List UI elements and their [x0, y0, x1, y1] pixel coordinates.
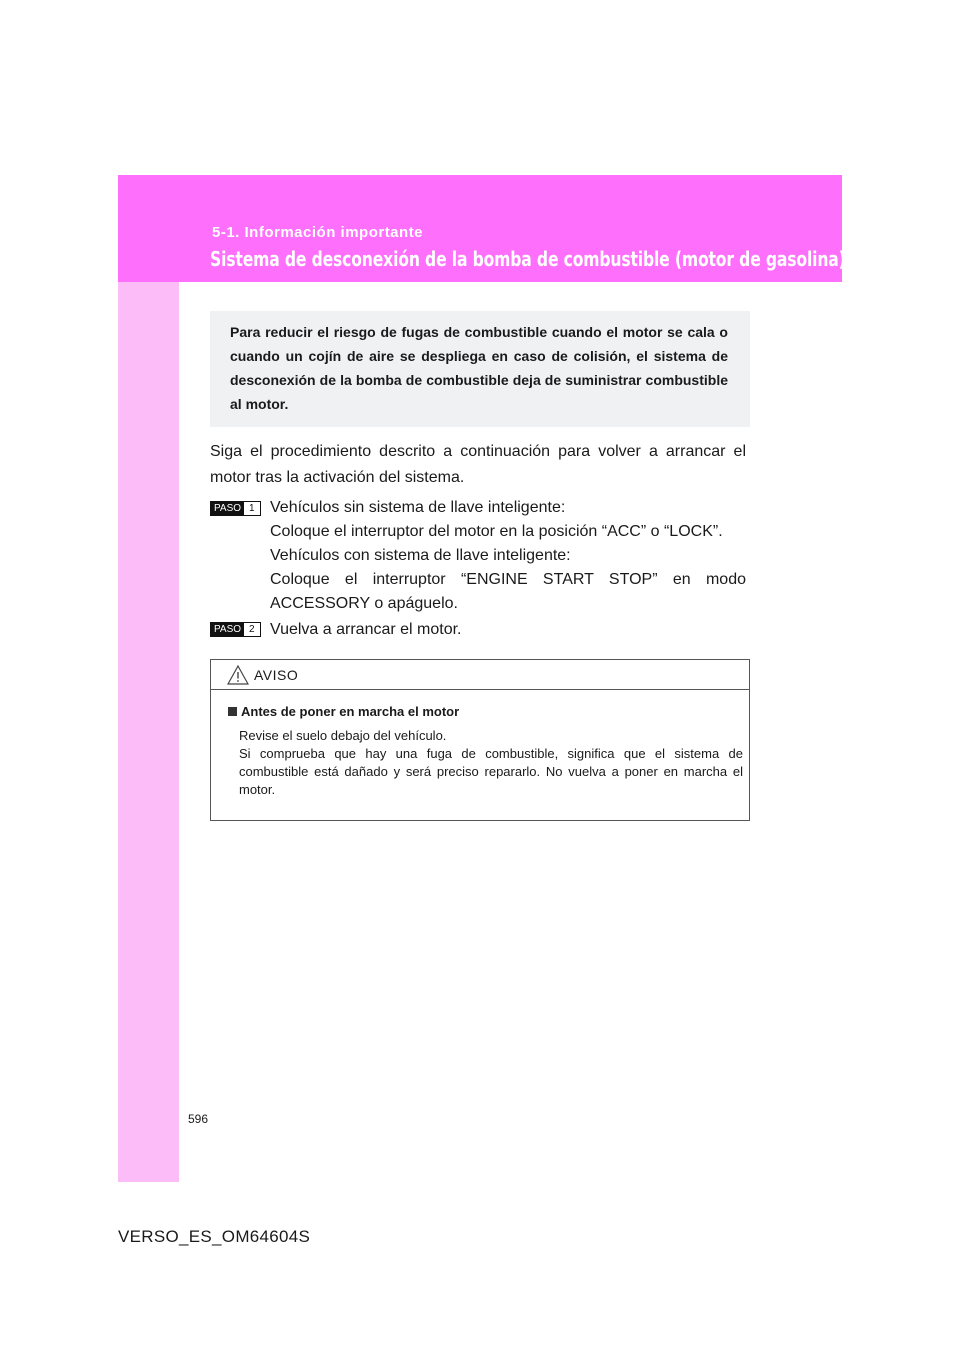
warning-header	[211, 660, 749, 690]
step-badge-1	[210, 501, 261, 516]
warning-text	[239, 727, 743, 799]
step-badge-label: PASO	[211, 502, 244, 515]
warning-triangle-icon	[227, 665, 249, 685]
warning-label: AVISO	[254, 667, 299, 683]
step-line: Coloque el interruptor del motor en la posición “ACC” o “LOCK”.	[270, 523, 723, 540]
sidebar-tab	[118, 175, 179, 1182]
warning-line: Revise el suelo debajo del vehículo.	[239, 728, 447, 743]
step-line: Vehículos con sistema de llave inteligente:	[270, 547, 571, 564]
document-code: VERSO_ES_OM64604S	[118, 1227, 311, 1246]
intro-box	[210, 311, 750, 427]
step-badge-label: PASO	[211, 623, 244, 636]
step-line: Vuelva a arrancar el motor.	[270, 621, 462, 638]
warning-box	[210, 659, 750, 821]
step-line: Coloque el interruptor “ENGINE START STOP” en modo	[270, 571, 746, 588]
step-1-text	[270, 496, 746, 616]
step-line: ACCESSORY o apáguelo.	[270, 595, 458, 612]
section-label: 5-1. Información importante	[212, 224, 424, 241]
square-bullet-icon	[228, 707, 237, 716]
intro-text: Para reducir el riesgo de fugas de combustible cuando el motor se cala o cuando un cojín de aire se despliega en caso de colisión, el sistema de desconexión de la bomba de combustible deja de suministrar combustible al motor.	[230, 324, 728, 412]
step-badge-number: 2	[244, 623, 260, 636]
warning-subheading	[228, 704, 743, 719]
step-line: Vehículos sin sistema de llave inteligente:	[270, 499, 566, 516]
body-text: Siga el procedimiento descrito a continuación para volver a arrancar el motor tras la activación del sistema.	[210, 443, 746, 486]
page-number: 596	[188, 1112, 209, 1126]
step-badge-2	[210, 622, 261, 637]
warning-subheading-text: Antes de poner en marcha el motor	[241, 704, 460, 719]
page-title: Sistema de desconexión de la bomba de combustible (motor de gasolina)	[210, 247, 846, 271]
step-badge-number: 1	[244, 502, 260, 515]
warning-line: Si comprueba que hay una fuga de combustible, significa que el sistema de combustible está dañado y será preciso repararlo. No vuelva a poner en marcha el motor.	[239, 746, 743, 797]
warning-body	[211, 690, 749, 799]
step-2-text	[270, 618, 746, 642]
